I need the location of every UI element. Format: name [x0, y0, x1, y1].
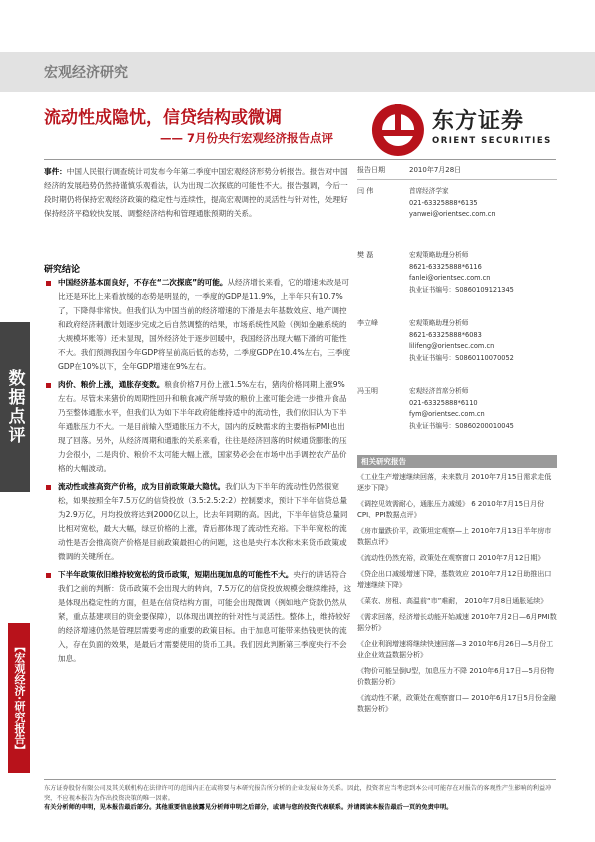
- bullet-lead: 中国经济基本面良好，不存在“二次探底”的可能。: [58, 278, 228, 287]
- side-tab-label: 数据点评: [4, 369, 25, 445]
- header-divider: [44, 159, 556, 160]
- sidebar-divider: [357, 179, 557, 180]
- conclusion-list: [44, 276, 352, 670]
- analyst-details: [409, 250, 557, 312]
- report-date-row: [357, 165, 557, 176]
- list-item[interactable]: 《调控见效需耐心，通胀压力减缓》 6 2010年7月15日月份CPI、PPI数据点评》: [357, 500, 545, 519]
- disclaimer-notice: 有关分析师的申明，见本报告最后部分。其他重要信息披露见分析师申明之后部分，或请与您的投资代表联系。并请阅读本报告最后一页的免责申明。: [44, 804, 453, 811]
- analyst-email[interactable]: fym@orientsec.com.cn: [409, 410, 485, 418]
- footer-divider: [44, 779, 556, 780]
- bullet-icon: [46, 485, 51, 490]
- bullet-text: 央行的讲话符合我们之前的判断：货币政策不会出现大的转向，7.5万亿的信贷投放规模会继续维持，这是体现出稳定性的方面，但是在信贷结构方面，可能会出现微调（例如地产贷款仍然从紧，重点基建项目的资金要保障），以体现出调控的针对性与灵活性。整体上，维持较好的经济增速仍然是管理层需要考虑的重要的政策目标。由于加息可能带来热钱更快的流入，存在负面的效果，是最后才需要使用的货币工具。我们因此判断第三季度央行不会加息。: [58, 570, 352, 663]
- side-tab-report-type: [8, 623, 30, 773]
- logo-text-en: ORIENT SECURITIES: [432, 136, 552, 146]
- side-tab-report-type-label: 【宏观经济·研究报告】: [13, 640, 26, 756]
- analyst-block: [357, 318, 557, 380]
- event-label: 事件：: [44, 167, 67, 176]
- bullet-lead: 肉价、粮价上涨，通胀存变数。: [58, 380, 165, 389]
- related-reports-list: [357, 472, 557, 720]
- bullet-text: 粮食价格7月份上涨1.5%左右，猪肉价格同期上涨9%左右。尽管未来猪价的周期性回升和粮食减产所导致的粮价上涨可能会进一步推升食品乃至整体通胀水平，但我们认为如下半年政府能维持适中的流动性，我们依旧认为下半年通胀压力不大。一是目前输入型通胀压力不大，国内的反映需求的主要指标PMI也出现了回落。另外，从经济周期和通胀的关系来看，往往是经济回落的时候通货膨胀的压力会很小，二是肉价、粮价不太可能大幅上涨，国家势必会在市场中出手调控农产品价格的大幅波动。: [58, 380, 347, 473]
- analyst-title: 宏观经济首席分析师: [409, 387, 469, 395]
- list-item[interactable]: 《企业利润增速将继续快速回落—3 2010年6月26日—5月份工业企业效益数据分析》: [357, 640, 554, 659]
- analyst-details: [409, 186, 557, 244]
- list-item[interactable]: 《流动性仍然充裕，政策处在观察窗口 2010年7月12日期》: [357, 554, 545, 562]
- bullet-icon: [46, 383, 51, 388]
- analyst-name: 樊 磊: [357, 251, 374, 259]
- list-item: [44, 480, 352, 564]
- analyst-details: [409, 386, 557, 432]
- section-title: 宏观经济研究: [44, 65, 128, 81]
- analyst-title: 宏观策略助理分析师: [409, 319, 469, 327]
- list-item[interactable]: 《流动性不紧，政策处在观察窗口— 2010年6月17日5月份金融数据分析》: [357, 694, 556, 713]
- report-date-value: 2010年7月28日: [409, 166, 462, 174]
- logo-text-cn: 东方证券: [432, 109, 525, 134]
- list-item[interactable]: 《贷企出口减缓增速下降，基数效应 2010年7月12日助推出口增速继续下降》: [357, 570, 552, 589]
- disclaimer-text: 东方证券股份有限公司及其关联机构在法律许可的范围内正在或将要与本研究报告所分析的企业发展业务关系。因此，投资者应当考虑到本公司可能存在对报告的客观性产生影响的利益冲突，不应视本报告为作出投资决策的唯一因素。: [44, 785, 552, 802]
- bullet-text: 我们认为下半年的流动性仍然很宽松，如果按照全年7.5万亿的信贷投放（3.5:2.5:2:2）控制要求，预计下半年信贷总量为2.9万亿，月均投放将达到2000亿以上，比去年同期的高。因此，下半年信贷总量同比相对宽松，最大大幅，绿豆价格的上涨，背后都体现了流动性充裕。下半年宽松的流动性是否会推高资产价格是目前政策最担心的问题，这也是央行本次称未来货币政策或微调的关键所在。: [58, 482, 348, 561]
- bullet-icon: [46, 573, 51, 578]
- list-item[interactable]: 《工业生产增速继续回落，未来数月 2010年7月15日需求走低逐步下降》: [357, 473, 552, 492]
- analyst-phone: 021-63325888*6135: [409, 198, 478, 207]
- list-item: [44, 276, 352, 374]
- analyst-title: 首席经济学家: [409, 187, 449, 195]
- analyst-license: 执业证书编号：S0860110070052: [409, 353, 514, 362]
- bullet-icon: [46, 281, 51, 286]
- related-reports-heading: 相关研究报告: [357, 455, 557, 468]
- analyst-block: [357, 186, 557, 244]
- analyst-block: [357, 386, 557, 432]
- disclaimer: [44, 784, 556, 813]
- bullet-lead: 流动性或推高资产价格，成为目前政策最大隐忧。: [58, 482, 226, 491]
- analyst-block: [357, 250, 557, 312]
- report-sidebar: [357, 165, 557, 432]
- analyst-name: 闫 伟: [357, 187, 374, 195]
- analyst-name: 冯玉明: [357, 387, 378, 395]
- page-title: 流动性成隐忧，信贷结构或微调: [44, 108, 282, 128]
- list-item: [44, 568, 352, 666]
- page-subtitle: —— 7月份央行宏观经济报告点评: [160, 131, 334, 145]
- list-item: [44, 378, 352, 476]
- list-item[interactable]: 《菜农、房租、高温前“市”难耐， 2010年7月8日通胀延续》: [357, 597, 548, 605]
- orient-securities-logo-icon: [368, 100, 428, 160]
- event-text: 中国人民银行调查统计司发布今年第二季度中国宏观经济形势分析报告。报告对中国经济的发展趋势仍然持谨慎乐观看法，认为出现二次探底的可能性不大。报告强调，今后一段时期仍将保持宏观经济政策的稳定性与连续性，提高宏观调控的灵活性与针对性，处理好保持经济平稳较快发展、调整经济结构和管理通胀预期的关系。: [44, 167, 348, 218]
- analyst-license: 执业证书编号：S0860109121345: [409, 285, 514, 294]
- event-paragraph: [44, 165, 349, 221]
- conclusion-heading: 研究结论: [44, 265, 81, 275]
- analyst-email[interactable]: lilifeng@orientsec.com.cn: [409, 342, 495, 350]
- analyst-license: 执业证书编号：S0860200010045: [409, 421, 514, 430]
- analyst-phone: 8621-63325888*6116: [409, 262, 482, 271]
- report-date-label: 报告日期: [357, 166, 385, 174]
- analyst-email[interactable]: fanlei@orientsec.com.cn: [409, 274, 491, 282]
- analyst-email[interactable]: yanwei@orientsec.com.cn: [409, 210, 496, 218]
- analyst-name: 李立峰: [357, 319, 378, 327]
- analyst-phone: 8621-63325888*6083: [409, 330, 482, 339]
- bullet-lead: 下半年政策依旧维持较宽松的货币政策，短期出现加息的可能性不大。: [58, 570, 294, 579]
- side-tab: [0, 322, 30, 492]
- analyst-details: [409, 318, 557, 380]
- list-item[interactable]: 《房市量跌价平，政策坦定观察—上 2010年7月13日半年房市数据点评》: [357, 527, 552, 546]
- analyst-title: 宏观策略助理分析师: [409, 251, 469, 259]
- list-item[interactable]: 《需求回落，经济增长动能开始减速 2010年7月2日—6月PMI数据分析》: [357, 613, 557, 632]
- analyst-phone: 021-63325888*6110: [409, 398, 478, 407]
- list-item[interactable]: 《物价可能呈倒U型，加息压力不降 2010年6月17日—5月份物价数据分析》: [357, 667, 554, 686]
- bullet-text: 从经济增长来看，它的增速未改是可比还是环比上来看放缓的态势是明显的，一季度的GDP是11.9%，上半年只有10.7%了，下降得非常快。但我们认为中国当前的经济增速的下滑是去年基数效应、地产调控和政府经济刺激计划逐步完成之后自然调整的结果，市场系统性风险（例如金融系统的大规模坏账等）还未显现，国外经济处于逐步回暖中，我国经济出现大幅下滑的可能性不大。我们预测我国今年GDP将呈前高后低的态势，二季度GDP在10.4%左右，三季度GDP在10%以下，全年GDP增速在9%左右。: [58, 278, 351, 371]
